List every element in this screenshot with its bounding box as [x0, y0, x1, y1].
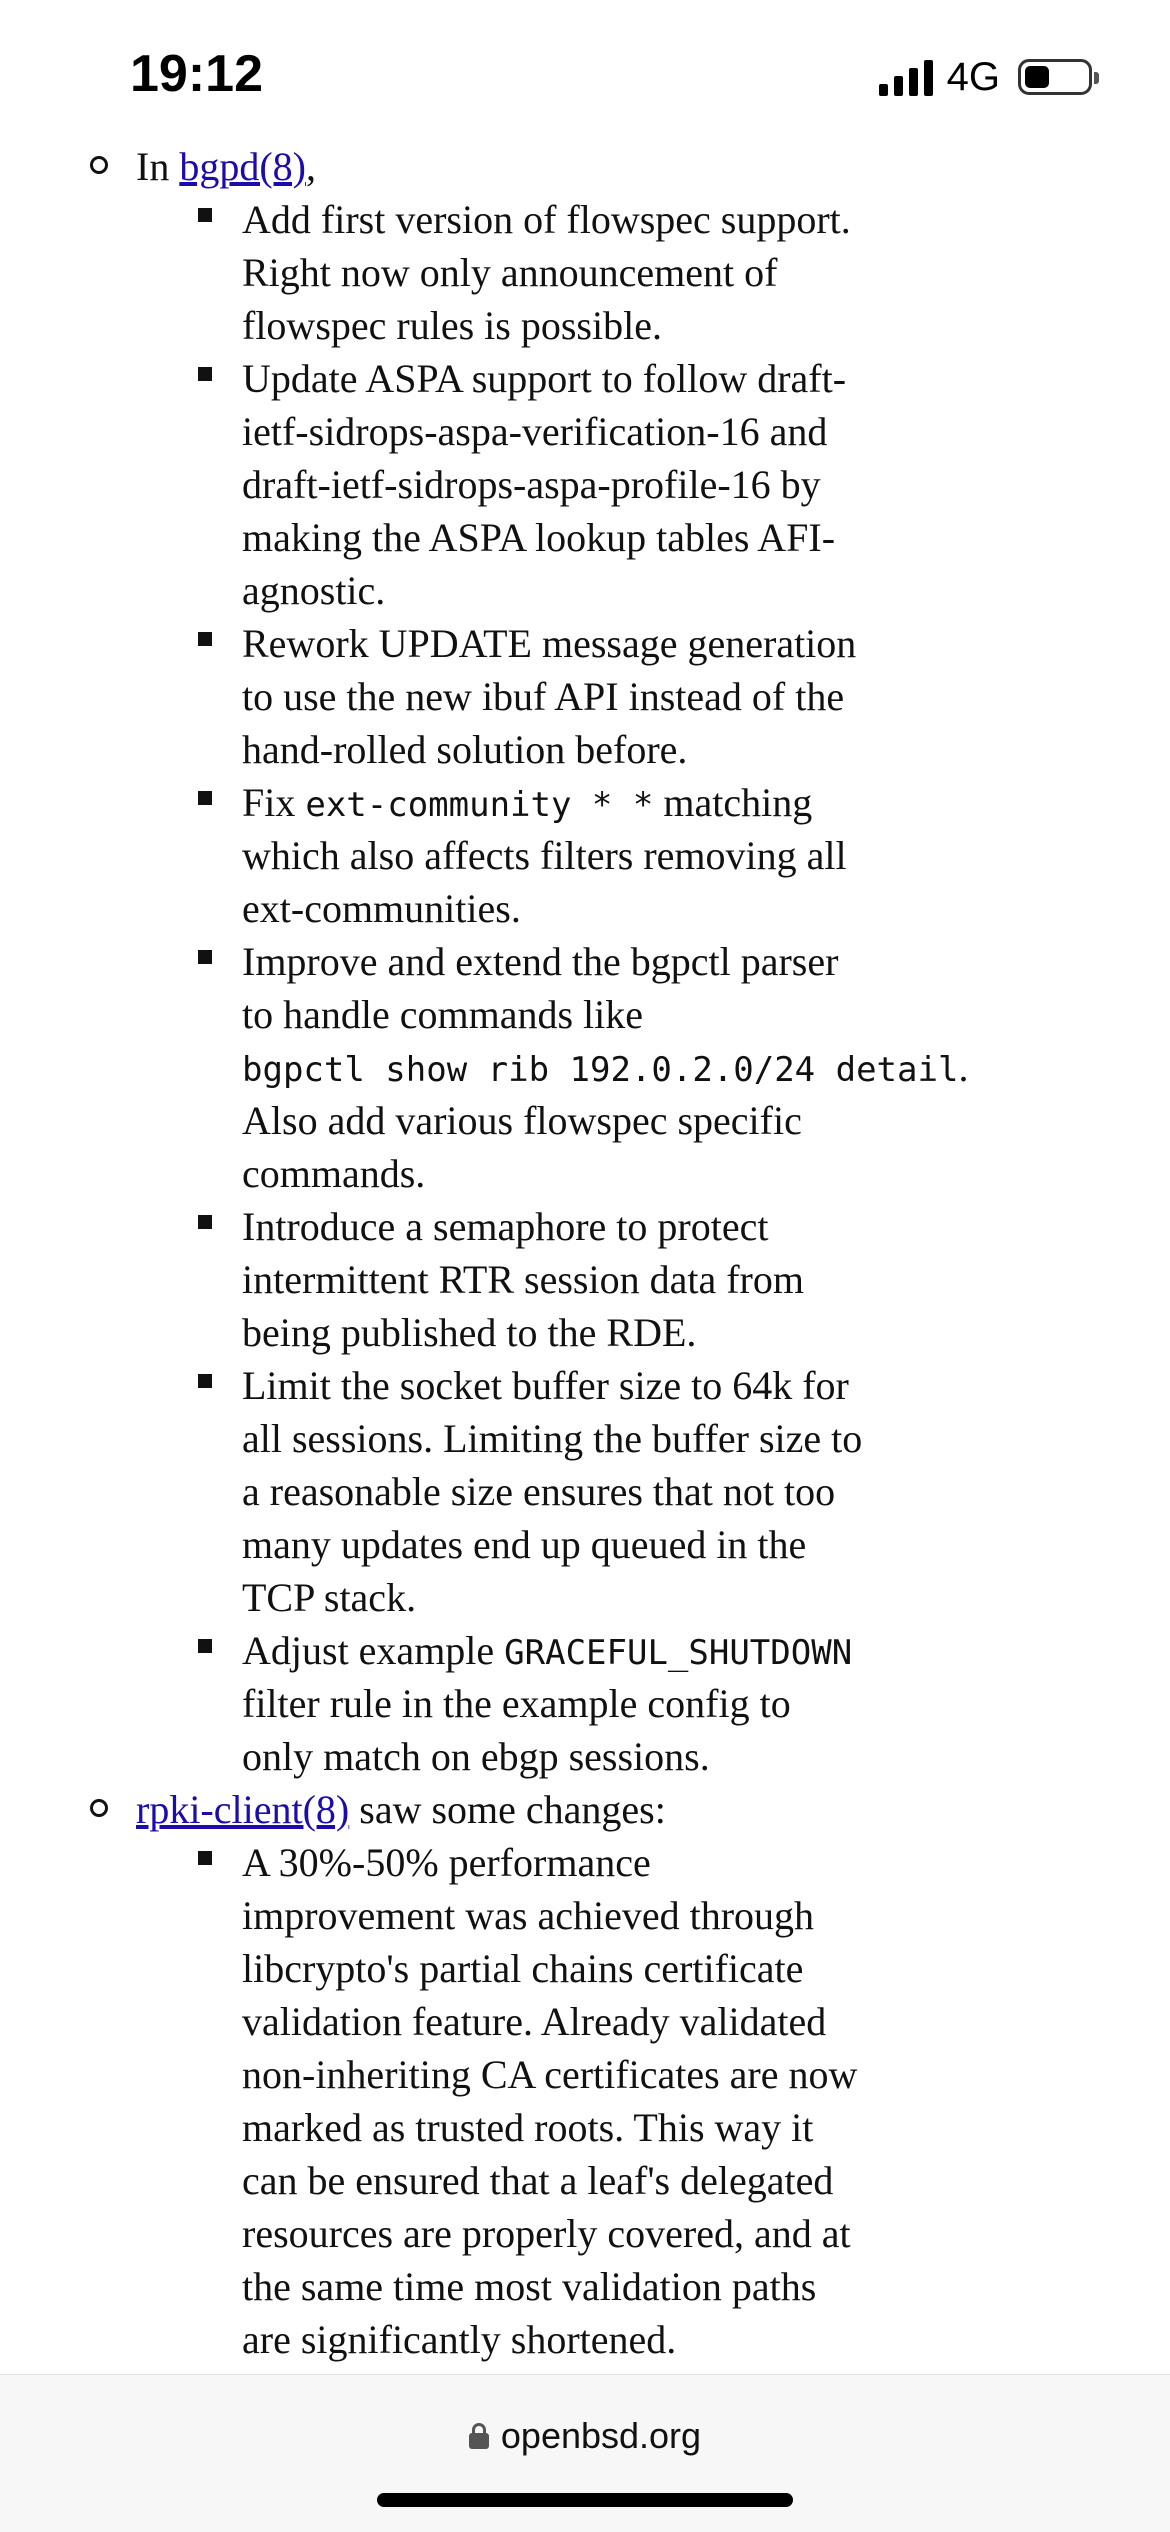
article-content [0, 140, 1170, 2374]
list-item-line: commands. [242, 1151, 426, 1196]
list-item-line: Improve and extend the bgpctl parser [242, 939, 839, 984]
bullet-square [198, 208, 212, 222]
list-item-line: to use the new ibuf API instead of the [242, 674, 845, 719]
bullet-square [198, 1374, 212, 1388]
list-item-line: Limit the socket buffer size to 64k for [242, 1363, 849, 1408]
list-item-line: the same time most validation paths [242, 2264, 817, 2309]
bullet-square [198, 367, 212, 381]
bullet-square [198, 632, 212, 646]
list-item-line: ext-communities. [242, 886, 521, 931]
list-item-line: making the ASPA lookup tables AFI- [242, 515, 836, 560]
list-item-line: draft-ietf-sidrops-aspa-profile-16 by [242, 462, 821, 507]
list-item-line: agnostic. [242, 568, 386, 613]
list-item-line: validation feature. Already validated [242, 1999, 827, 2044]
bullet-square [198, 1851, 212, 1865]
list-item-line: Rework UPDATE message generation [242, 621, 857, 666]
status-time: 19:12 [130, 45, 263, 103]
list-item-line: Also add various flowspec specific [242, 1098, 802, 1143]
list-item-line: are significantly shortened. [242, 2317, 677, 2362]
bgpd-link[interactable]: bgpd(8) [179, 144, 306, 189]
browser-bottom-bar [0, 2374, 1170, 2532]
list-item-line: Introduce a semaphore to protect [242, 1204, 769, 1249]
bullet-square [198, 1639, 212, 1653]
list-item-line: intermittent RTR session data from [242, 1257, 804, 1302]
section-intro: rpki-client(8) saw some changes: [136, 1787, 666, 1832]
list-item-line: which also affects filters removing all [242, 833, 847, 878]
list-item-line: marked as trusted roots. This way it [242, 2105, 814, 2150]
list-item-line: non-inheriting CA certificates are now [242, 2052, 858, 2097]
bullet-square [198, 791, 212, 805]
list-item-line: many updates end up queued in the [242, 1522, 807, 1567]
list-item-line: filter rule in the example config to [242, 1681, 791, 1726]
lock-icon [469, 2423, 489, 2449]
list-item-line: improvement was achieved through [242, 1893, 815, 1938]
list-item-line: Add first version of flowspec support. [242, 197, 851, 242]
graceful-shutdown-code: GRACEFUL_SHUTDOWN [504, 1633, 853, 1673]
battery-icon [1018, 59, 1092, 95]
network-label: 4G [946, 54, 1000, 99]
list-item-line: only match on ebgp sessions. [242, 1734, 710, 1779]
list-item-line: ietf-sidrops-aspa-verification-16 and [242, 409, 828, 454]
list-item-line: A 30%-50% performance [242, 1840, 651, 1885]
home-indicator[interactable] [377, 2493, 793, 2507]
list-item-line: being published to the RDE. [242, 1310, 697, 1355]
url-text[interactable]: openbsd.org [500, 2415, 702, 2456]
signal-icon [879, 58, 933, 96]
list-item-line: libcrypto's partial chains certificate [242, 1946, 804, 1991]
address-bar[interactable] [0, 2415, 1170, 2457]
list-item-line: Fix ext-community * * matching [242, 780, 813, 825]
list-item-line: Update ASPA support to follow draft- [242, 356, 847, 401]
section-intro: In bgpd(8), [136, 144, 316, 189]
bgpctl-command-code: bgpctl show rib 192.0.2.0/24 detail [242, 1050, 959, 1090]
list-item-line: to handle commands like [242, 992, 644, 1037]
status-indicators [879, 52, 1092, 102]
list-item-line: bgpctl show rib 192.0.2.0/24 detail. [242, 1045, 969, 1090]
bullet-circle [90, 1799, 108, 1817]
list-item-line: resources are properly covered, and at [242, 2211, 851, 2256]
rpki-client-link[interactable]: rpki-client(8) [136, 1787, 350, 1832]
list-item-line: TCP stack. [242, 1575, 417, 1620]
list-item-line: can be ensured that a leaf's delegated [242, 2158, 834, 2203]
bullet-circle [90, 156, 108, 174]
list-item-line: a reasonable size ensures that not too [242, 1469, 836, 1514]
list-item-line: all sessions. Limiting the buffer size to [242, 1416, 863, 1461]
list-item-line: flowspec rules is possible. [242, 303, 662, 348]
status-bar [0, 0, 1170, 140]
list-item-line: Right now only announcement of [242, 250, 778, 295]
list-item-line: Adjust example GRACEFUL_SHUTDOWN [242, 1628, 853, 1673]
bullet-square [198, 1215, 212, 1229]
ext-community-code: ext-community * * [305, 785, 654, 825]
list-item-line: hand-rolled solution before. [242, 727, 688, 772]
bullet-square [198, 950, 212, 964]
